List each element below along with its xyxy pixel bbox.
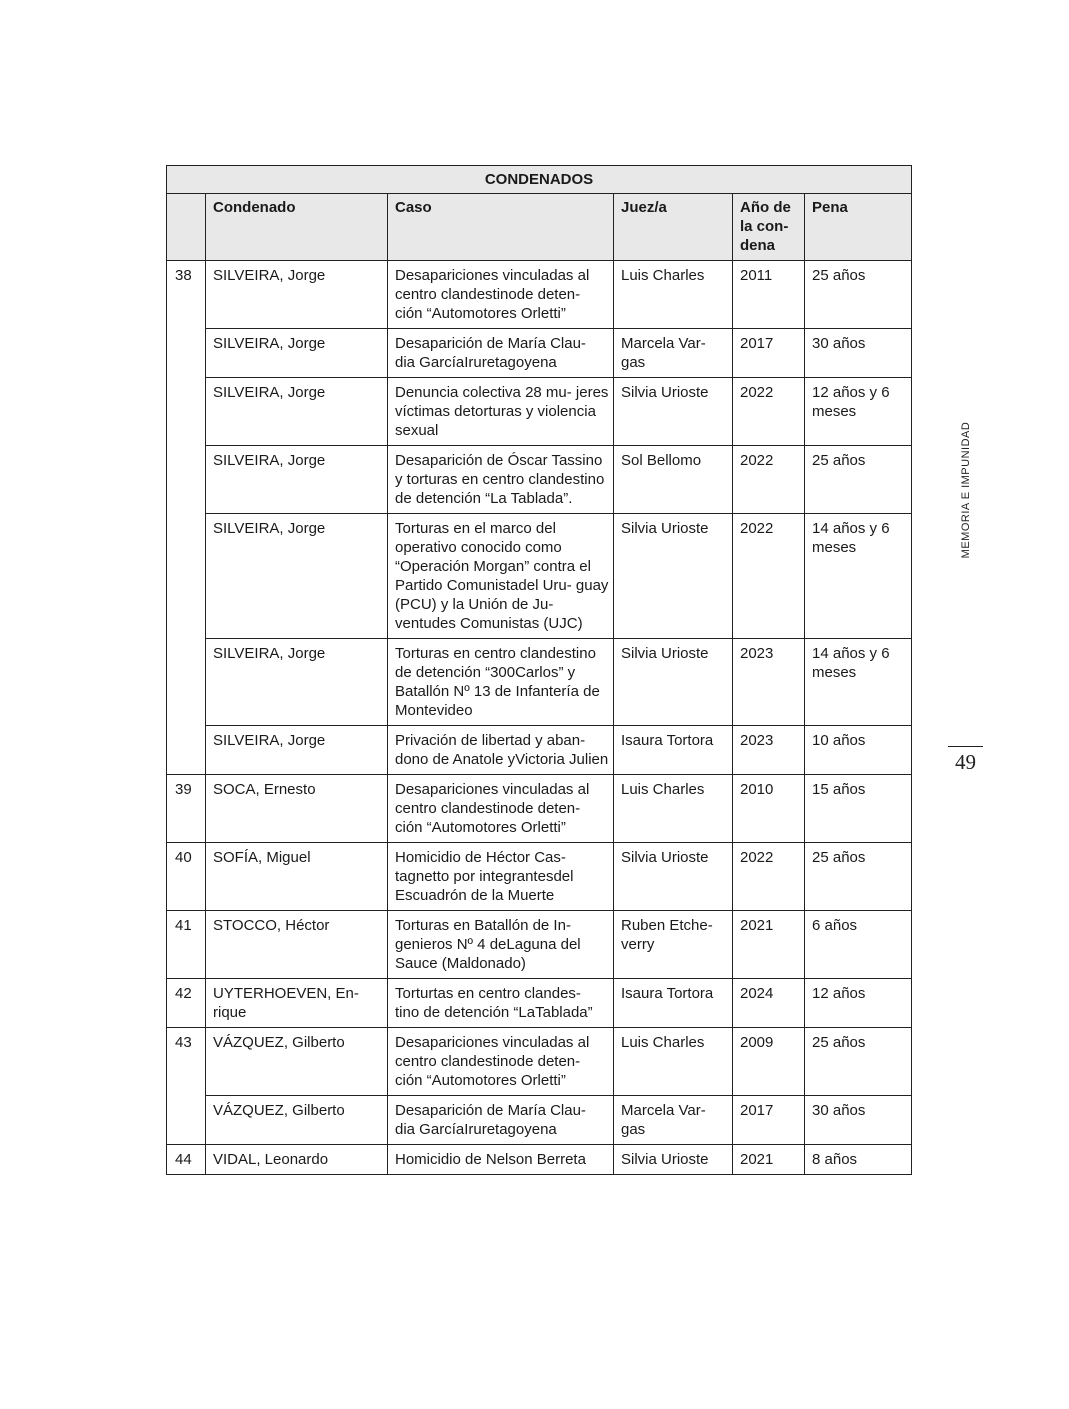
cell-num: 44 (167, 1145, 206, 1175)
cell-juez: Silvia Urioste (614, 843, 733, 911)
cell-anio: 2021 (733, 1145, 805, 1175)
table-row (167, 775, 912, 843)
cell-condenado: SILVEIRA, Jorge (206, 726, 388, 775)
page-number-rule (948, 746, 983, 747)
table-row (167, 378, 912, 446)
table-row (167, 911, 912, 979)
table-row (167, 843, 912, 911)
table-row (167, 726, 912, 775)
table-title: CONDENADOS (167, 166, 912, 194)
cell-juez: Isaura Tortora (614, 726, 733, 775)
cell-anio: 2022 (733, 446, 805, 514)
cell-anio: 2023 (733, 639, 805, 726)
cell-caso: Desaparición de Óscar Tassino y torturas en centro clandestino de detención “La Tablada”. (388, 446, 614, 514)
cell-num: 38 (167, 261, 206, 775)
cell-condenado: UYTERHOEVEN, En- rique (206, 979, 388, 1028)
header-juez: Juez/a (614, 194, 733, 261)
cell-anio: 2022 (733, 378, 805, 446)
cell-pena: 30 años (805, 1096, 912, 1145)
cell-juez: Marcela Var- gas (614, 329, 733, 378)
cell-pena: 25 años (805, 1028, 912, 1096)
table-row (167, 1028, 912, 1096)
cell-caso: Desaparición de María Clau- dia GarcíaIruretagoyena (388, 1096, 614, 1145)
cell-pena: 6 años (805, 911, 912, 979)
table-title-row (167, 166, 912, 194)
cell-num: 41 (167, 911, 206, 979)
cell-juez: Luis Charles (614, 1028, 733, 1096)
cell-caso: Torturas en el marco del operativo conocido como “Operación Morgan” contra el Partido Comunistadel Uru- guay (PCU) y la Unión de Ju- ventudes Comunistas (UJC) (388, 514, 614, 639)
cell-pena: 10 años (805, 726, 912, 775)
table-row (167, 639, 912, 726)
cell-condenado: SILVEIRA, Jorge (206, 378, 388, 446)
cell-juez: Silvia Urioste (614, 1145, 733, 1175)
cell-juez: Marcela Var- gas (614, 1096, 733, 1145)
cell-condenado: VÁZQUEZ, Gilberto (206, 1028, 388, 1096)
cell-anio: 2011 (733, 261, 805, 329)
table-header-row (167, 194, 912, 261)
cell-pena: 15 años (805, 775, 912, 843)
side-label: MEMORIA E IMPUNIDAD (960, 421, 972, 559)
cell-juez: Luis Charles (614, 261, 733, 329)
cell-condenado: SILVEIRA, Jorge (206, 639, 388, 726)
cell-anio: 2024 (733, 979, 805, 1028)
table-row (167, 446, 912, 514)
cell-caso: Torturas en centro clandestino de detención “300Carlos” y Batallón Nº 13 de Infantería de Montevideo (388, 639, 614, 726)
table-row (167, 329, 912, 378)
cell-anio: 2022 (733, 514, 805, 639)
cell-num: 42 (167, 979, 206, 1028)
table-row (167, 1096, 912, 1145)
cell-condenado: SOCA, Ernesto (206, 775, 388, 843)
cell-condenado: VIDAL, Leonardo (206, 1145, 388, 1175)
cell-condenado: SOFÍA, Miguel (206, 843, 388, 911)
cell-juez: Isaura Tortora (614, 979, 733, 1028)
cell-condenado: SILVEIRA, Jorge (206, 261, 388, 329)
page-number: 49 (955, 750, 976, 774)
cell-caso: Privación de libertad y aban- dono de Anatole yVictoria Julien (388, 726, 614, 775)
cell-anio: 2017 (733, 1096, 805, 1145)
cell-caso: Desapariciones vinculadas al centro clandestinode deten- ción “Automotores Orletti” (388, 775, 614, 843)
cell-condenado: SILVEIRA, Jorge (206, 446, 388, 514)
cell-anio: 2023 (733, 726, 805, 775)
table-body (167, 261, 912, 1175)
table-row (167, 979, 912, 1028)
cell-caso: Torturtas en centro clandes- tino de detención “LaTablada” (388, 979, 614, 1028)
cell-condenado: SILVEIRA, Jorge (206, 329, 388, 378)
cell-condenado: SILVEIRA, Jorge (206, 514, 388, 639)
cell-caso: Desapariciones vinculadas al centro clandestinode deten- ción “Automotores Orletti” (388, 1028, 614, 1096)
header-num (167, 194, 206, 261)
cell-pena: 14 años y 6 meses (805, 514, 912, 639)
cell-caso: Homicidio de Nelson Berreta (388, 1145, 614, 1175)
table-row (167, 1145, 912, 1175)
cell-anio: 2010 (733, 775, 805, 843)
cell-anio: 2021 (733, 911, 805, 979)
cell-caso: Desaparición de María Clau- dia GarcíaIruretagoyena (388, 329, 614, 378)
cell-juez: Ruben Etche- verry (614, 911, 733, 979)
cell-pena: 30 años (805, 329, 912, 378)
cell-pena: 25 años (805, 843, 912, 911)
cell-juez: Silvia Urioste (614, 514, 733, 639)
cell-pena: 14 años y 6 meses (805, 639, 912, 726)
cell-pena: 12 años y 6 meses (805, 378, 912, 446)
cell-juez: Silvia Urioste (614, 639, 733, 726)
header-caso: Caso (388, 194, 614, 261)
cell-num: 40 (167, 843, 206, 911)
cell-anio: 2017 (733, 329, 805, 378)
cell-condenado: VÁZQUEZ, Gilberto (206, 1096, 388, 1145)
cell-juez: Luis Charles (614, 775, 733, 843)
cell-num: 43 (167, 1028, 206, 1145)
header-condenado: Condenado (206, 194, 388, 261)
cell-num: 39 (167, 775, 206, 843)
cell-anio: 2009 (733, 1028, 805, 1096)
cell-caso: Homicidio de Héctor Cas- tagnetto por integrantesdel Escuadrón de la Muerte (388, 843, 614, 911)
cell-caso: Denuncia colectiva 28 mu- jeres víctimas detorturas y violencia sexual (388, 378, 614, 446)
cell-juez: Sol Bellomo (614, 446, 733, 514)
condenados-table (166, 165, 912, 1175)
cell-condenado: STOCCO, Héctor (206, 911, 388, 979)
table-row (167, 514, 912, 639)
table-row (167, 261, 912, 329)
cell-pena: 25 años (805, 446, 912, 514)
cell-caso: Torturas en Batallón de In- genieros Nº 4 deLaguna del Sauce (Maldonado) (388, 911, 614, 979)
header-pena: Pena (805, 194, 912, 261)
cell-caso: Desapariciones vinculadas al centro clandestinode deten- ción “Automotores Orletti” (388, 261, 614, 329)
cell-juez: Silvia Urioste (614, 378, 733, 446)
cell-pena: 12 años (805, 979, 912, 1028)
header-anio: Año de la con- dena (733, 194, 805, 261)
cell-anio: 2022 (733, 843, 805, 911)
cell-pena: 25 años (805, 261, 912, 329)
cell-pena: 8 años (805, 1145, 912, 1175)
